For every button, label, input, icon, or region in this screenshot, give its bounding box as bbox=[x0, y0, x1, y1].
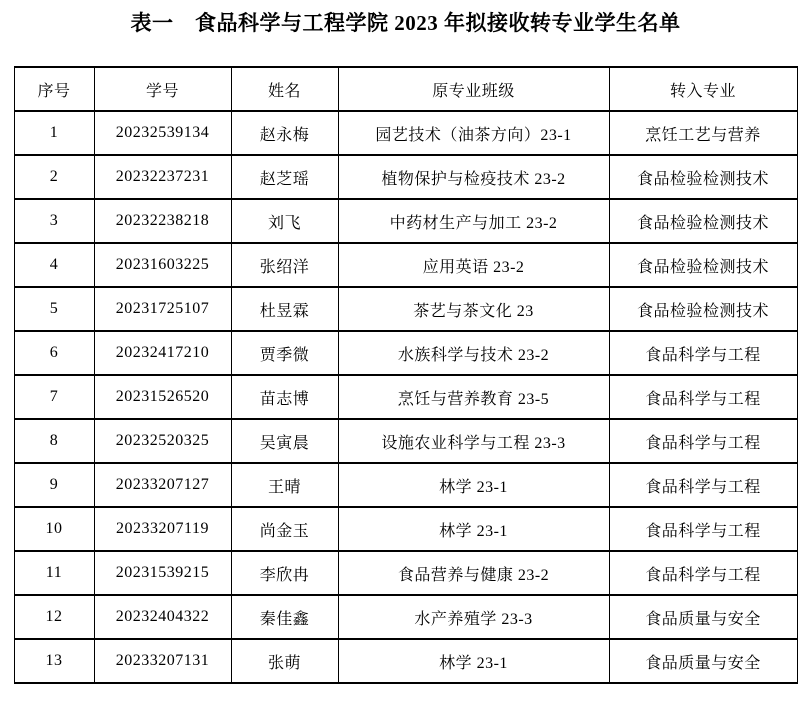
cell-transfer-major: 食品科学与工程 bbox=[609, 331, 797, 375]
page-title: 表一 食品科学与工程学院 2023 年拟接收转专业学生名单 bbox=[130, 11, 681, 35]
cell-name: 苗志博 bbox=[231, 375, 338, 419]
table-row bbox=[14, 331, 797, 375]
cell-original-major-class: 茶艺与茶文化 23 bbox=[338, 287, 609, 331]
cell-transfer-major: 食品检验检测技术 bbox=[609, 287, 797, 331]
cell-name: 贾季微 bbox=[231, 331, 338, 375]
cell-transfer-major: 食品科学与工程 bbox=[609, 507, 797, 551]
cell-index: 9 bbox=[14, 463, 94, 507]
column-header-transfer-major: 转入专业 bbox=[609, 67, 797, 111]
cell-original-major-class: 植物保护与检疫技术 23-2 bbox=[338, 155, 609, 199]
cell-original-major-class: 水族科学与技术 23-2 bbox=[338, 331, 609, 375]
table-row bbox=[14, 419, 797, 463]
table-row bbox=[14, 111, 797, 155]
cell-transfer-major: 食品质量与安全 bbox=[609, 639, 797, 683]
cell-name: 杜昱霖 bbox=[231, 287, 338, 331]
cell-index: 8 bbox=[14, 419, 94, 463]
cell-original-major-class: 应用英语 23-2 bbox=[338, 243, 609, 287]
cell-original-major-class: 设施农业科学与工程 23-3 bbox=[338, 419, 609, 463]
cell-index: 11 bbox=[14, 551, 94, 595]
cell-name: 尚金玉 bbox=[231, 507, 338, 551]
cell-index: 4 bbox=[14, 243, 94, 287]
cell-transfer-major: 食品科学与工程 bbox=[609, 463, 797, 507]
table-row bbox=[14, 595, 797, 639]
cell-original-major-class: 林学 23-1 bbox=[338, 507, 609, 551]
cell-name: 赵永梅 bbox=[231, 111, 338, 155]
cell-transfer-major: 食品科学与工程 bbox=[609, 419, 797, 463]
cell-index: 6 bbox=[14, 331, 94, 375]
cell-student-id: 20231526520 bbox=[94, 375, 231, 419]
table-row bbox=[14, 287, 797, 331]
cell-original-major-class: 水产养殖学 23-3 bbox=[338, 595, 609, 639]
cell-student-id: 20232520325 bbox=[94, 419, 231, 463]
table-row bbox=[14, 155, 797, 199]
cell-student-id: 20231539215 bbox=[94, 551, 231, 595]
cell-original-major-class: 园艺技术（油茶方向）23-1 bbox=[338, 111, 609, 155]
cell-student-id: 20232404322 bbox=[94, 595, 231, 639]
cell-name: 秦佳鑫 bbox=[231, 595, 338, 639]
cell-transfer-major: 食品检验检测技术 bbox=[609, 243, 797, 287]
cell-transfer-major: 食品检验检测技术 bbox=[609, 199, 797, 243]
cell-original-major-class: 林学 23-1 bbox=[338, 463, 609, 507]
cell-original-major-class: 食品营养与健康 23-2 bbox=[338, 551, 609, 595]
column-header-name: 姓名 bbox=[231, 67, 338, 111]
table-row bbox=[14, 639, 797, 683]
cell-index: 2 bbox=[14, 155, 94, 199]
cell-index: 10 bbox=[14, 507, 94, 551]
cell-student-id: 20233207127 bbox=[94, 463, 231, 507]
cell-student-id: 20232238218 bbox=[94, 199, 231, 243]
cell-index: 1 bbox=[14, 111, 94, 155]
column-header-student-id: 学号 bbox=[94, 67, 231, 111]
table-row bbox=[14, 243, 797, 287]
cell-name: 吴寅晨 bbox=[231, 419, 338, 463]
cell-index: 5 bbox=[14, 287, 94, 331]
cell-student-id: 20232237231 bbox=[94, 155, 231, 199]
cell-index: 3 bbox=[14, 199, 94, 243]
table-row bbox=[14, 507, 797, 551]
cell-student-id: 20233207119 bbox=[94, 507, 231, 551]
cell-transfer-major: 食品科学与工程 bbox=[609, 375, 797, 419]
cell-name: 李欣冉 bbox=[231, 551, 338, 595]
cell-index: 7 bbox=[14, 375, 94, 419]
cell-transfer-major: 食品检验检测技术 bbox=[609, 155, 797, 199]
student-table-body bbox=[14, 111, 797, 683]
cell-original-major-class: 中药材生产与加工 23-2 bbox=[338, 199, 609, 243]
cell-student-id: 20231725107 bbox=[94, 287, 231, 331]
column-header-index: 序号 bbox=[14, 67, 94, 111]
cell-index: 13 bbox=[14, 639, 94, 683]
table-row bbox=[14, 463, 797, 507]
cell-transfer-major: 食品质量与安全 bbox=[609, 595, 797, 639]
cell-student-id: 20232539134 bbox=[94, 111, 231, 155]
cell-name: 张绍洋 bbox=[231, 243, 338, 287]
cell-name: 刘飞 bbox=[231, 199, 338, 243]
cell-student-id: 20233207131 bbox=[94, 639, 231, 683]
cell-student-id: 20231603225 bbox=[94, 243, 231, 287]
cell-transfer-major: 食品科学与工程 bbox=[609, 551, 797, 595]
cell-name: 王晴 bbox=[231, 463, 338, 507]
cell-student-id: 20232417210 bbox=[94, 331, 231, 375]
cell-name: 张萌 bbox=[231, 639, 338, 683]
table-row bbox=[14, 375, 797, 419]
cell-transfer-major: 烹饪工艺与营养 bbox=[609, 111, 797, 155]
table-row bbox=[14, 199, 797, 243]
table-header-row bbox=[14, 67, 797, 111]
column-header-original-major-class: 原专业班级 bbox=[338, 67, 609, 111]
cell-name: 赵芝瑶 bbox=[231, 155, 338, 199]
cell-original-major-class: 林学 23-1 bbox=[338, 639, 609, 683]
cell-original-major-class: 烹饪与营养教育 23-5 bbox=[338, 375, 609, 419]
student-table bbox=[14, 66, 798, 684]
table-row bbox=[14, 551, 797, 595]
cell-index: 12 bbox=[14, 595, 94, 639]
